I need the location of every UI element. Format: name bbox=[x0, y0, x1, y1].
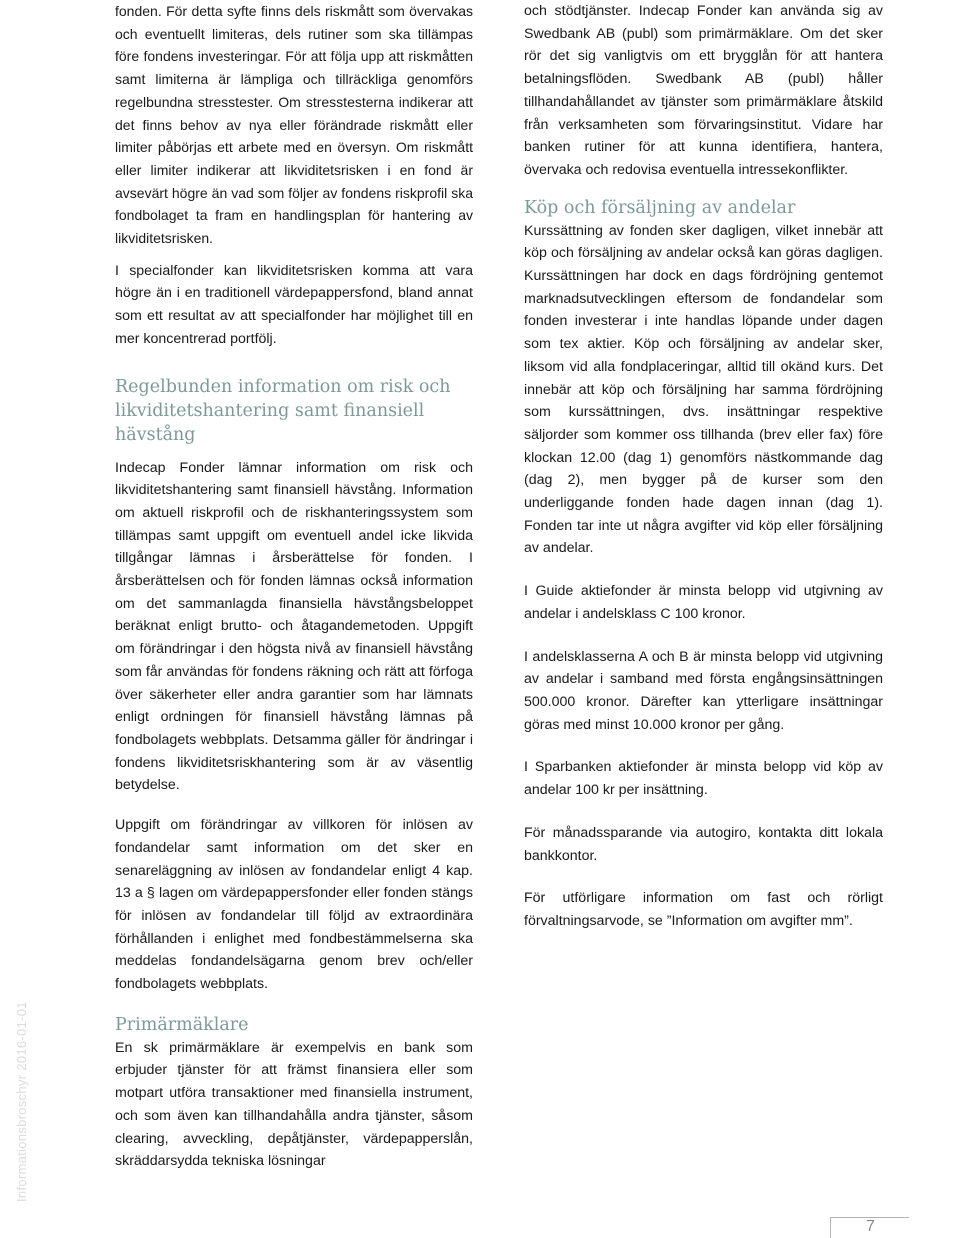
document-side-label: Informationsbroschyr 2016-01-01 bbox=[14, 1001, 29, 1202]
heading-buy-sell: Köp och försäljning av andelar bbox=[524, 197, 796, 218]
paragraph-prime-broker: En sk primärmäklare är exempelvis en bank som erbjuder tjänster för att främst finansiera eller som motpart utföra transaktioner med finansiella instrument, och som även kan tillhandahålla andra tjänster, såsom clearing, avveckling, depåtjänster, värdepapperslån, skräddarsydda tekniska lösningar bbox=[115, 1039, 473, 1170]
paragraph-pricing: Kurssättning av fonden sker dagligen, vilket innebär att köp och försäljning av andelar också kan göras dagligen. Kurssättningen har dock en dags fördröjning gentemot marknadsutvecklingen eftersom de fondandelar som fonden investerar i inte handlas löpande under dagen som tex aktier. Köp och försäljning av andelar sker, liksom vid alla fondplaceringar, alltid till okänd kurs. Det innebär att köp och försäljning har samma fördröjning som kurssättningen, dvs. insättningar respektive säljorder som kommer oss tillhanda (brev eller fax) före klockan 12.00 (dag 1) genomförs nästkommande dag (dag 2), men bygger på de kurser som den underliggande fonden hade dagen innan (dag 1). Fonden tar inte ut några avgifter vid köp eller försäljning av andelar. bbox=[524, 222, 883, 557]
paragraph-fee-info: För utförligare information om fast och rörligt förvaltningsarvode, se ”Information om avgifter mm”. bbox=[524, 890, 883, 929]
heading-prime-broker: Primärmäklare bbox=[115, 1014, 249, 1035]
right-column bbox=[524, 0, 883, 933]
paragraph-special-funds: I specialfonder kan likviditetsrisken komma att vara högre än i en traditionell värdepappersfond, bland annat som ett resultat av att specialfonder har möjlighet till en mer koncentrerad portfölj. bbox=[115, 262, 473, 347]
heading-regular-information: Regelbunden information om risk och likviditetshantering samt finansiell hävstång bbox=[115, 376, 451, 445]
left-column bbox=[115, 0, 473, 1173]
paragraph-swedbank: och stödtjänster. Indecap Fonder kan använda sig av Swedbank AB (publ) som primärmäklare. Om det sker rör det sig vanligtvis om ett brygglån för att hantera betalningsflöden. Swedbank AB (publ) håller tillhandahållandet av tjänster som primärmäklare åtskild från verksamheten som förvaringsinstitut. Vidare har banken rutiner för att kunna identifiera, hantera, övervaka och redovisa eventuella intressekonflikter. bbox=[524, 3, 883, 178]
paragraph-share-classes: I andelsklasserna A och B är minsta belopp vid utgivning av andelar i samband med första engångsinsättningen 500.000 kronor. Därefter kan ytterligare insättningar göras med minst 10.000 kronor per gång. bbox=[524, 648, 883, 733]
paragraph-sparbanken-minimum: I Sparbanken aktiefonder är minsta belopp vid köp av andelar 100 kr per insättning. bbox=[524, 759, 883, 799]
paragraph-risk-information: Indecap Fonder lämnar information om risk och likviditetshantering samt finansiell hävstång. Information om aktuell riskprofil och de riskhanteringssystem som tillämpas samt uppgift om eventuell andel icke likvida tillgångar lämnas i årsberättelse för fonden. I årsberättelsen och för fonden lämnas också information om det sammanlagda finansiella hävstångsbeloppet beräknat enligt brutto- och åtagandemetoden. Uppgift om förändringar i den högsta nivå av finansiell hävstång som får användas för fondens räkning och rätt att förfoga över säkerheter eller andra garantier som har lämnats enligt ordningen för finansiell hävstång lämnas på fondbolagets webbplats. Detsamma gäller för ändringar i fondens likviditetsriskhantering som är av väsentlig betydelse. bbox=[115, 459, 473, 794]
paragraph-monthly-saving: För månadssparande via autogiro, kontakta ditt lokala bankkontor. bbox=[524, 824, 883, 864]
paragraph-redemption-changes: Uppgift om förändringar av villkoren för inlösen av fondandelar samt information om det sker en senareläggning av inlösen av fondandelar enligt 4 kap. 13 a § lagen om värdepappersfonder eller fonden stängs för inlösen av fondandelar till följd av extraordinära förhållanden i enlighet med fondbestämmelserna ska meddelas fondandelsägarna genom brev och/eller fondbolagets webbplats. bbox=[115, 817, 473, 993]
paragraph-risk-measures: fonden. För detta syfte finns dels riskmått som övervakas och eventuellt limiteras, dels rutiner som ska tillämpas före fondens investeringar. För att följa upp att riskmåtten samt limiterna är lämpliga och tillräckliga genomförs regelbundna stresstester. Om stresstesterna indikerar att det finns behov av nya eller förändrade riskmått eller limiter påbörjas ett arbete med en översyn. Om riskmått eller limiter indikerar att likviditetsrisken i en fond är avsevärt högre än vad som följer av fondens riskprofil ska fondbolaget ta fram en handlingsplan för hantering av likviditetsrisken. bbox=[115, 3, 473, 247]
page-number: 7 bbox=[866, 1218, 875, 1235]
paragraph-guide-minimum: I Guide aktiefonder är minsta belopp vid utgivning av andelar i andelsklass C 100 kronor. bbox=[524, 583, 883, 622]
